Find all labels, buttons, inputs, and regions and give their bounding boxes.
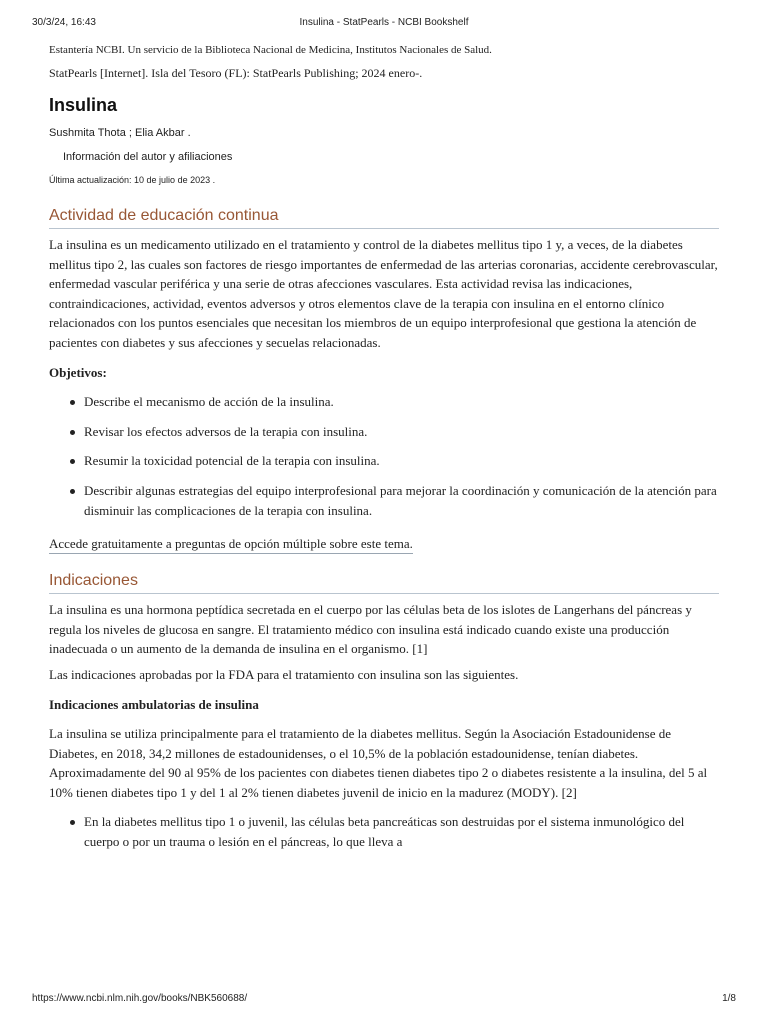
authors[interactable]: Sushmita Thota ; Elia Akbar .	[49, 127, 191, 139]
section-heading-continuing-education: Actividad de educación continua	[49, 206, 719, 229]
objectives-list	[49, 392, 719, 520]
print-url: https://www.ncbi.nlm.nih.gov/books/NBK560688/	[32, 993, 248, 1004]
citation-banner: StatPearls [Internet]. Isla del Tesoro (FL): StatPearls Publishing; 2024 enero-.	[49, 66, 423, 80]
indications-paragraph: La insulina es una hormona peptídica secretada en el cuerpo por las células beta de los islotes de Langerhans del páncreas y regula los niveles de glucosa en sangre. El tratamiento médico con insulina está indicado cuando existe una producción inadecuada o un aumento de la demanda de insulina en el organismo. [1]	[49, 602, 692, 657]
list-item: Resumir la toxicidad potencial de la terapia con insulina.	[49, 451, 719, 471]
list-item: En la diabetes mellitus tipo 1 o juvenil, las células beta pancreáticas son destruidas por el sistema inmunológico del cuerpo o por un trauma o lesión en el páncreas, lo que lleva a	[49, 812, 719, 854]
print-page-title: Insulina - StatPearls - NCBI Bookshelf	[299, 17, 469, 28]
outpatient-paragraph: La insulina se utiliza principalmente para el tratamiento de la diabetes mellitus. Según la Asociación Estadounidense de Diabetes, en 2018, 34,2 millones de estadounidenses, o el 10,5% de la población estadounidense, tenían diabetes. Aproximadamente del 90 al 95% de los pacientes con diabetes tienen diabetes tipo 2 o diabetes resistente a la insulina, del 5 al 10% tienen diabetes tipo 1 y del 1 al 2% tienen diabetes juvenil de inicio en la madurez (MODY). [2]	[49, 726, 708, 800]
section-heading-indications: Indicaciones	[49, 571, 719, 594]
list-item: Revisar los efectos adversos de la terapia con insulina.	[49, 422, 719, 442]
print-footer	[32, 993, 736, 1007]
bookshelf-banner: Estantería NCBI. Un servicio de la Biblioteca Nacional de Medicina, Institutos Nacionales de Salud.	[49, 44, 492, 56]
free-questions-link[interactable]: Accede gratuitamente a preguntas de opción múltiple sobre este tema.	[49, 534, 413, 554]
article-content	[49, 43, 719, 854]
affiliations-toggle[interactable]: Información del autor y afiliaciones	[63, 151, 233, 163]
list-item: Describe el mecanismo de acción de la insulina.	[49, 392, 719, 412]
intro-paragraph: La insulina es un medicamento utilizado en el tratamiento y control de la diabetes mellitus tipo 1 y, a veces, de la diabetes mellitus tipo 2, las cuales son factores de riesgo importantes de enfermedad de las arterias coronarias, accidente cerebrovascular, enfermedad vascular periférica y una serie de otras afecciones vasculares. Esta actividad revisa las indicaciones, contraindicaciones, actividad, eventos adversos y otros elementos clave de la terapia con insulina en el entorno clínico relacionados con los puntos esenciales que necesitan los miembros de un equipo interprofesional que gestiona la atención de pacientes con diabetes y sus afecciones y secuelas relacionadas.	[49, 237, 718, 350]
outpatient-indications-heading: Indicaciones ambulatorias de insulina	[49, 696, 259, 712]
print-header	[32, 17, 736, 31]
last-updated: Última actualización: 10 de julio de 2023 .	[49, 175, 216, 185]
print-page-number: 1/8	[722, 993, 736, 1004]
print-datetime: 30/3/24, 16:43	[32, 17, 96, 28]
page-title: Insulina	[49, 95, 118, 115]
list-item: Describir algunas estrategias del equipo interprofesional para mejorar la coordinación y comunicación de la atención para disminuir las complicaciones de la terapia con insulina.	[49, 481, 719, 520]
outpatient-list	[49, 812, 719, 854]
fda-indications-paragraph: Las indicaciones aprobadas por la FDA para el tratamiento con insulina son las siguientes.	[49, 666, 519, 682]
objectives-label: Objetivos:	[49, 364, 107, 380]
